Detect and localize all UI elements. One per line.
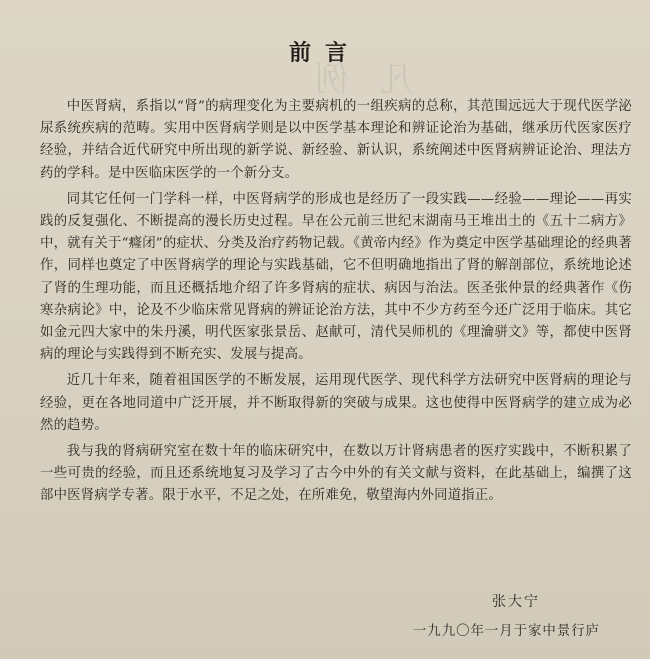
paragraph-3: 近几十年来，随着祖国医学的不断发展，运用现代医学、现代科学方法研究中医肾病的理论与经验，更在各地同道中广泛开展，并不断取得新的突破与成果。这也使得中医肾病学的建立成为必然的趋势。 [40, 373, 632, 433]
paragraph-4: 我与我的肾病研究室在数十年的临床研究中，在数以万计肾病患者的医疗实践中，不断积累了一些可贵的经验，而且还系统地复习及学习了古今中外的有关文献与资料，在此基础上，编撰了这部中医肾病学专著。限于水平，不足之处，在所难免，敬望海内外同道指正。 [40, 444, 632, 504]
date-and-place: 一九九〇年一月于家中景行庐 [412, 624, 600, 639]
paragraph-2: 同其它任何一门学科一样，中医肾病学的形成也是经历了一段实践——经验——理论——再实践的反复强化、不断提高的漫长历史过程。早在公元前三世纪末湖南马王堆出土的《五十二病方》中，就有关于“癃闭”的症状、分类及治疗药物记载。《黄帝内经》作为奠定中医学基础理论的经典著作，同样也奠定了中医肾病学的理论与实践基础，它不但明确地指出了肾的解剖部位，系统地论述了肾的生理功能，而且还概括地介绍了许多肾病的症状、病因与治法。医圣张仲景的经典著作《伤寒杂病论》中，论及不少临床常见肾病的辨证论治方法，其中不少方药至今还广泛用于临床。其它如金元四大家中的朱丹溪，明代医家张景岳、赵献可，清代吴师机的《理瀹骈文》等，都使中医肾病的理论与实践得到不断充实、发展与提高。 [40, 191, 632, 363]
paragraph-1: 中医肾病，系指以“肾”的病理变化为主要病机的一组疾病的总称，其范围远远大于现代医学泌尿系统疾病的范畴。实用中医肾病学则是以中医学基本理论和辨证论治为基础，继承历代医家医疗经验，并结合近代研究中所出现的新学说、新经验、新认识，系统阐述中医肾病辨证论治、理法方药的学科。是中医临床医学的一个新分支。 [40, 99, 632, 181]
page-title: 前言 [288, 41, 361, 66]
preface-body [40, 96, 632, 512]
bleed-through-mark: 凡 例 [305, 60, 414, 100]
author-signature: 张大宁 [492, 594, 540, 610]
